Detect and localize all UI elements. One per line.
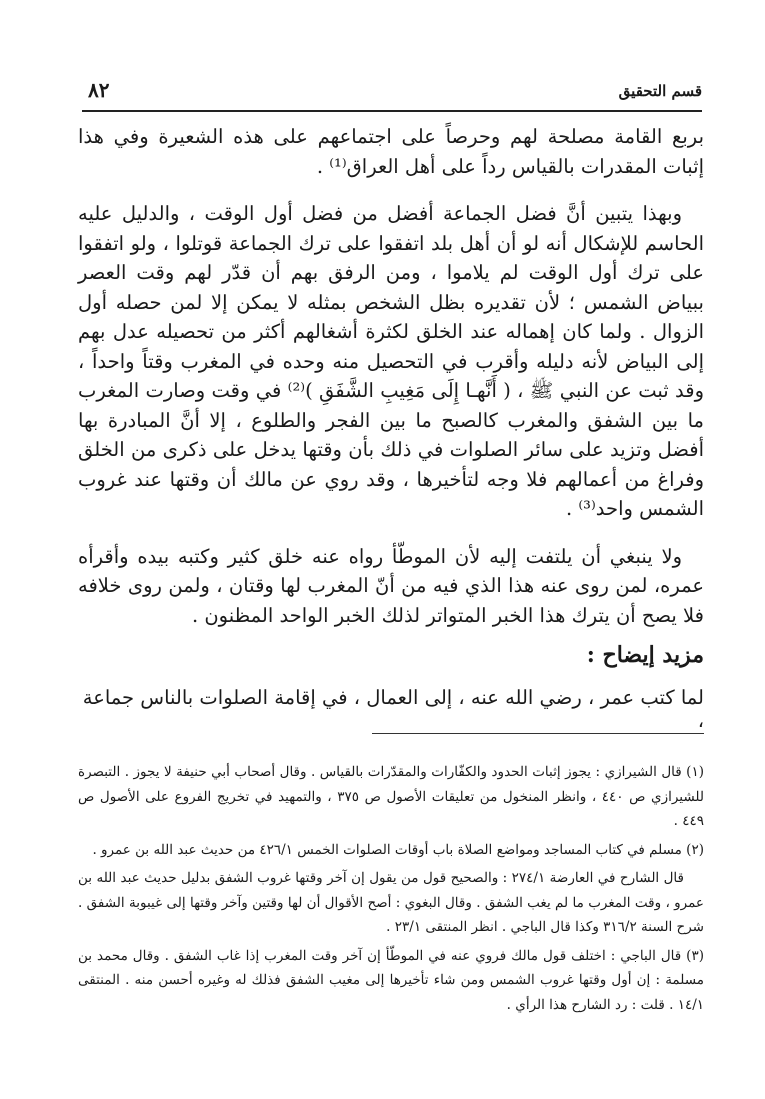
footnote-2: (٢) مسلم في كتاب المساجد ومواضع الصلاة باب أوقات الصلوات الخمس ٤٢٦/١ من حديث عبد الله بن عمرو . <box>92 841 704 858</box>
footnote-1: (١) قال الشيرازي : يجوز إثبات الحدود والكفّارات والمقدّرات بالقياس . وقال أصحاب أبي حنيفة لا يجوز . التبصرة للشيرازي ص ٤٤٠ ، وانظر المنخول من تعليقات الأصول ص ٣٧٥ ، والتمهيد في تخريج الفروع على الأصول ص ٤٤٩ . <box>78 764 704 829</box>
section-title: قسم التحقيق <box>618 82 702 100</box>
main-text <box>78 122 704 642</box>
paragraph-2: وبهذا يتبين أنَّ فضل الجماعة أفضل من فضل أول الوقت ، والدليل عليه الحاسم للإشكال أنه لو أن أهل بلد اتفقوا على ترك الجماعة قوتلوا ، ولو اتفقوا على ترك أول الوقت لم يلاموا ، ومن الرفق بهم أن قدّر لهم وقت العصر ببياض الشمس ؛ لأن تقديره بظل الشخص بمثله لا يمكن إلا لمن حصله أول الزوال . ولما كان إهماله عند الخلق لكثرة أشغالهم أكثر من تحصيله عدل بهم إلى البياض لأنه دليله وأقرب في التحصيل منه وحده في المغرب وقتاً واحداً ، وقد ثبت عن النبي ﷺ ، ( أَنَّهـا إِلَى مَغِيبِ الشَّفَقِ )⁽²⁾ في وقت وصارت المغرب ما بين الشفق والمغرب كالصبح ما بين الفجر والطلوع ، إلا أنَّ المبادرة بها أفضل وتزيد على سائر الصلوات في ذلك بأن وقتها يدخل على ذكرى من الخلق وفراغ من أعمالهم فلا وجه لتأخيرها ، وقد روي عن مالك أن وقتها عند غروب الشمس واحد⁽³⁾ . <box>78 202 705 520</box>
paragraph-4: لما كتب عمر ، رضي الله عنه ، إلى العمال ، في إقامة الصلوات بالناس جماعة ، <box>82 686 704 732</box>
paragraph-3: ولا ينبغي أن يلتفت إليه لأن الموطّأ رواه عنه خلق كثير وكتبه بيده وأقرأه عمره، لمن روى عنه هذا الذي فيه من أنّ المغرب لها وقتان ، ولمن روى خلافه فلا يصح أن يترك هذا الخبر المتواتر لذلك الخبر الواحد المظنون . <box>78 544 704 627</box>
footnotes <box>78 760 704 1021</box>
subheading: مزيد إيضاح : <box>586 642 704 668</box>
page-header <box>82 78 702 112</box>
paragraph-1: بربع القامة مصلحة لهم وحرصاً على اجتماعهم على هذه الشعيرة وفي هذا إثبات المقدرات بالقياس رداً على أهل العراق⁽¹⁾ . <box>78 125 704 178</box>
footnote-2-continued: قال الشارح في العارضة ٢٧٤/١ : والصحيح قول من يقول إن آخر وقتها غروب الشفق بدليل حديث عبد الله بن عمرو ، وقت المغرب ما لم يغب الشفق . وقال البغوي : أصح الأقوال أن لها وقتين وآخر وقتها إلى غيبوبة الشفق . شرح السنة ٣١٦/٢ وكذا قال الباجي . انظر المنتقى ٢٣/١ . <box>78 870 704 935</box>
page-number: ٨٢ <box>88 78 110 102</box>
footnote-separator <box>372 733 704 734</box>
footnote-3: (٣) قال الباجي : اختلف قول مالك فروي عنه في الموطّأ إن آخر وقت المغرب إذا غاب الشفق . وقال محمد بن مسلمة : إن أول وقتها غروب الشمس ومن شاء تأخيرها إلى مغيب الشفق فذلك له وغيره أحسن منه . المنتقى ١٤/١ . قلت : رد الشارح هذا الرأي . <box>78 947 704 1013</box>
